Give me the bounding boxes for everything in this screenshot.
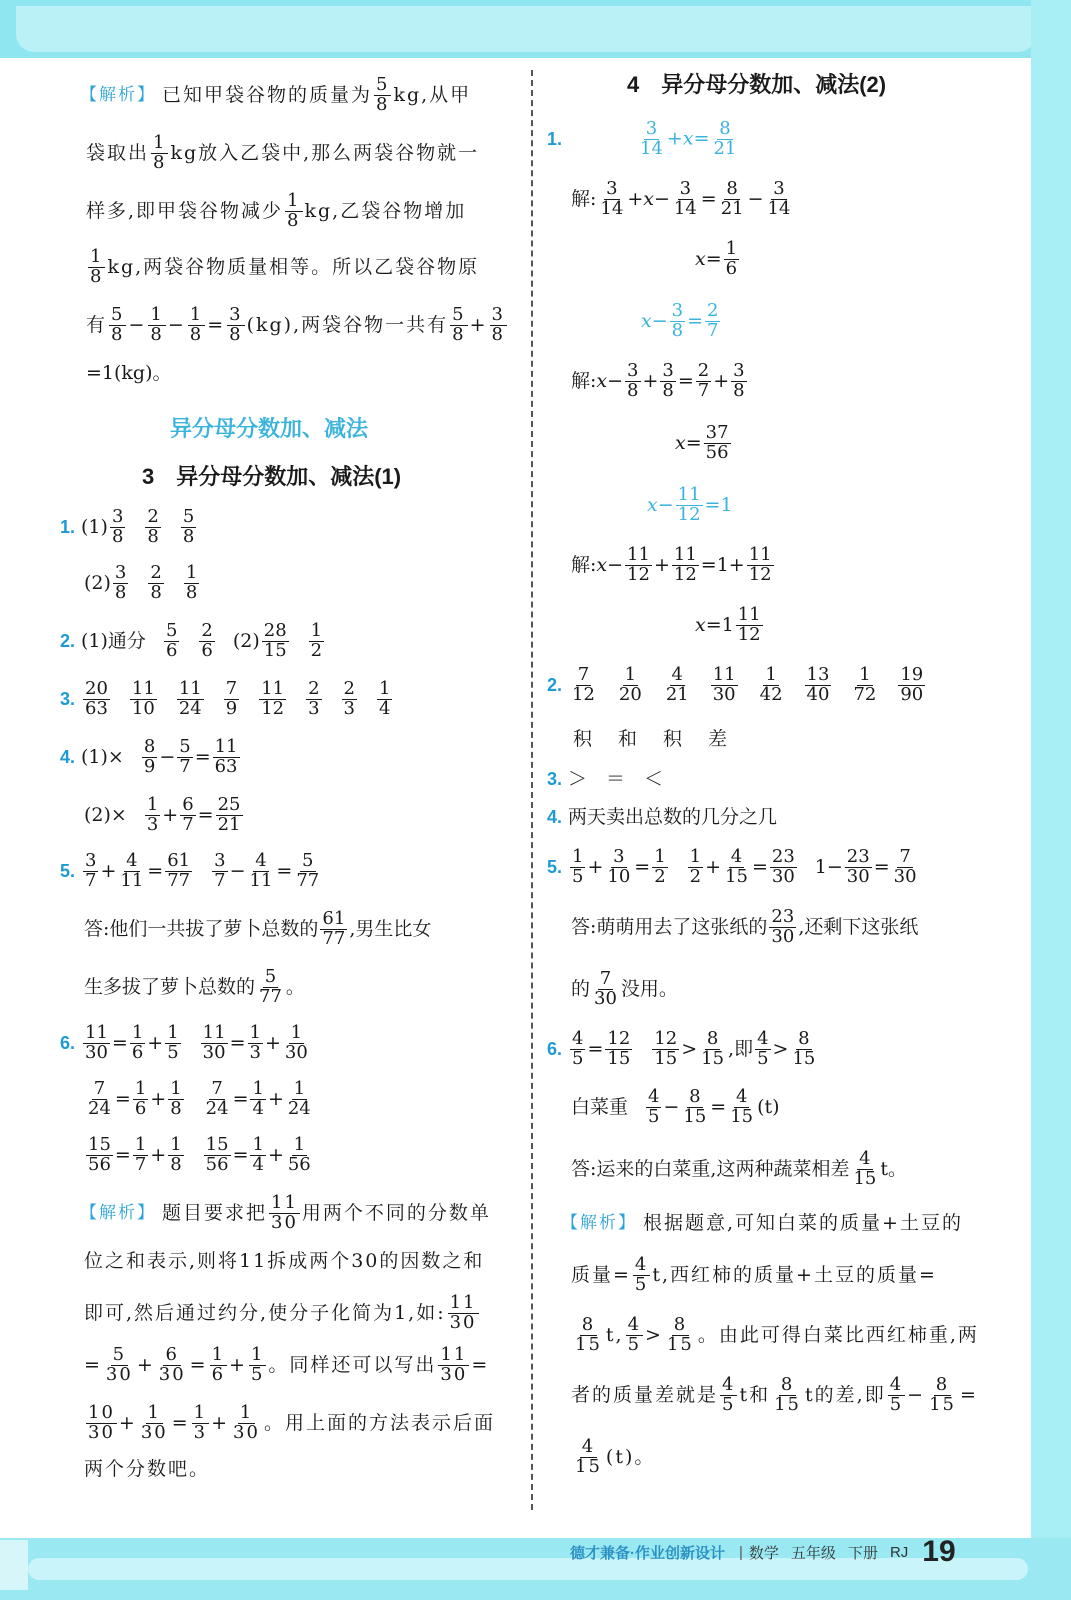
q5-answer-line1: 答:萌萌用去了这张纸的 $\frac{23}{30}$ ,还剩下这张纸 — [571, 906, 919, 947]
text: (kg),两袋谷物一共有 — [246, 313, 449, 336]
text: t。 — [880, 1157, 907, 1180]
fraction: $\frac{1}{8}$ — [153, 132, 167, 173]
analysis6-line4: = $\frac{5}{30}$ + $\frac{6}{30}$ = $\frac{1}{6}$ + $\frac{1}{5}$ 。同样还可以写出 $\frac{11}{30}$ = — [84, 1344, 490, 1385]
analysis1-line4 — [86, 248, 479, 287]
question-number: 2. — [547, 674, 563, 695]
text: kg放入乙袋中,那么两袋谷物就一 — [170, 141, 480, 164]
text: (t)。 — [605, 1445, 656, 1468]
analysis6-line5: $\frac{10}{30}$ + $\frac{1}{30}$ = $\frac{1}{3}$ + $\frac{1}{30}$ 。用上面的方法表示后面 — [88, 1402, 495, 1443]
analysis-tag: 【解析】 — [561, 1213, 637, 1233]
text: 的 — [571, 977, 591, 1000]
text: 答:运来的白菜重,这两种蔬菜相差 — [571, 1157, 850, 1180]
brand-name: 德才兼备·作业创新设计 — [570, 1544, 725, 1562]
analysis6-line1: 【解析】 题目要求把 $\frac{11}{30}$ 用两个不同的分数单 — [80, 1192, 491, 1233]
q1-eq2: x − $\frac{3}{8}$ = $\frac{2}{7}$ — [641, 300, 719, 341]
text: kg,两袋谷物质量相等。所以乙袋谷物原 — [107, 255, 480, 278]
analysis1-line2 — [86, 134, 479, 173]
text: 答:萌萌用去了这张纸的 — [571, 915, 768, 938]
page-footer — [570, 1535, 956, 1569]
subject: 数学 — [748, 1544, 779, 1562]
q1-b: (2) $\frac{3}{8}$ $\frac{2}{8}$ $\frac{1}{8}$ — [84, 562, 198, 603]
text: 两天卖出总数的几分之几 — [568, 806, 778, 828]
q1-a: 1. (1) $\frac{3}{8}$ $\frac{2}{8}$ $\frac{5}{8}$ — [60, 506, 195, 547]
analysis6-line5: $\frac{4}{15}$ (t)。 — [575, 1436, 656, 1477]
separator: | — [739, 1543, 743, 1561]
analysis1-line3 — [86, 192, 466, 231]
text: 。同样还可以写出 — [268, 1353, 437, 1376]
analysis1-line1 — [80, 76, 471, 115]
question-number: 4. — [60, 746, 76, 767]
text: 已知甲袋谷物的质量为 — [162, 83, 373, 106]
question-number: 5. — [60, 860, 76, 881]
text: 样多,即甲袋谷物减少 — [86, 199, 284, 222]
text: t, — [605, 1323, 624, 1346]
lesson-title: 4 异分母分数加、减法(2) — [627, 72, 887, 97]
text: 解: — [571, 369, 597, 392]
q2-words: 积 和 积 差 — [573, 728, 754, 750]
analysis-tag: 【解析】 — [80, 1203, 156, 1223]
text: t的差,即 — [805, 1383, 886, 1406]
text: 者的质量差就是 — [571, 1383, 719, 1406]
analysis6-line2: 位之和表示,则将11拆成两个30的因数之和 — [84, 1250, 485, 1272]
q4-b: (2)× $\frac{1}{3}$ + $\frac{6}{7}$ = $\frac{25}{21}$ — [84, 794, 241, 835]
top-border-inner — [16, 6, 1036, 52]
text: 解: — [571, 187, 597, 210]
text: 答:他们一共拔了萝卜总数的 — [84, 917, 319, 940]
q1-result1: x = $\frac{1}{6}$ — [695, 238, 738, 279]
text: t,西红柿的质量+土豆的质量= — [652, 1263, 937, 1286]
text: 。用上面的方法表示后面 — [263, 1411, 495, 1434]
analysis6-line3: 即可,然后通过约分,使分子化简为1,如: $\frac{11}{30}$ — [84, 1292, 477, 1333]
q1-solve3: 解: x − $\frac{11}{12}$ + $\frac{11}{12}$ =1+ $\frac{11}{12}$ — [571, 544, 772, 585]
q6-answer: 答:运来的白菜重,这两种蔬菜相差 $\frac{4}{15}$ t。 — [571, 1148, 907, 1189]
q2-fractions: 2. $\frac{7}{12}$ $\frac{1}{20}$ $\frac{4}{21}$ $\frac{11}{30}$ $\frac{1}{42}$ $\frac{13}{40}$ $\frac{1}{72}$ $\frac{19}{90}$ — [547, 664, 924, 705]
fraction: $\frac{5}{8}$ — [376, 74, 390, 115]
question-number: 6. — [60, 1032, 76, 1053]
q1-solve1: 解: $\frac{3}{14}$ + x − $\frac{3}{14}$ = $\frac{8}{21}$ − $\frac{3}{14}$ — [571, 178, 791, 219]
text: ,男生比女 — [349, 917, 432, 940]
q5-equations: 5. $\frac{3}{7}$ + $\frac{4}{11}$ = $\frac{61}{77}$ $\frac{3}{7}$ − $\frac{4}{11}$ = $\frac{5}{77}$ — [60, 850, 320, 891]
page-number: 19 — [922, 1535, 956, 1568]
column-divider — [531, 70, 533, 1510]
q1-solve2: 解: x − $\frac{3}{8}$ + $\frac{3}{8}$ = $\frac{2}{7}$ + $\frac{3}{8}$ — [571, 360, 745, 401]
text: ,即 — [728, 1037, 754, 1060]
edition: RJ — [889, 1543, 909, 1561]
text: 题目要求把 — [162, 1201, 268, 1224]
text: 袋取出 — [86, 141, 150, 164]
text: 白菜重 — [571, 1095, 629, 1118]
lesson-title: 3 异分母分数加、减法(1) — [142, 464, 402, 489]
text: 生多拔了萝卜总数的 — [84, 975, 256, 998]
question-number: 1. — [60, 516, 76, 537]
right-border — [1031, 0, 1071, 1600]
text: 用两个不同的分数单 — [301, 1201, 491, 1224]
q1-result3: x =1 $\frac{11}{12}$ — [695, 604, 761, 645]
q6-compare: 6. $\frac{4}{5}$ = $\frac{12}{15}$ $\frac{12}{15}$ > $\frac{8}{15}$ ,即 $\frac{4}{5}$ > $\frac{8}{15}$ — [547, 1028, 816, 1069]
text: 。 — [285, 975, 305, 998]
text: 即可,然后通过约分,使分子化简为1,如: — [84, 1301, 446, 1324]
q2: 2. (1)通分 $\frac{5}{6}$ $\frac{2}{6}$ (2) $\frac{28}{15}$ $\frac{1}{2}$ — [60, 620, 323, 661]
text: (t) — [757, 1095, 780, 1118]
question-number: 1. — [547, 128, 563, 149]
q5-equations: 5. $\frac{1}{5}$ + $\frac{3}{10}$ = $\frac{1}{2}$ $\frac{1}{2}$ + $\frac{4}{15}$ = $\frac{23}{30}$ 1− $\frac{23}{30}$ = $\frac{7}{30}$ — [547, 846, 917, 887]
text: (2) — [232, 629, 260, 652]
fraction: $\frac{1}{8}$ — [90, 246, 104, 287]
q6-line1: 6. $\frac{11}{30}$ = $\frac{1}{6}$ + $\frac{1}{5}$ $\frac{11}{30}$ = $\frac{1}{3}$ + $\frac{1}{30}$ — [60, 1022, 308, 1063]
text: 根据题意,可知白菜的质量+土豆的 — [643, 1212, 963, 1234]
q1-result2: x = $\frac{37}{56}$ — [675, 422, 729, 463]
q6-line3: $\frac{15}{56}$ = $\frac{1}{7}$ + $\frac{1}{8}$ $\frac{15}{56}$ = $\frac{1}{4}$ + $\frac{1}{56}$ — [88, 1134, 311, 1175]
text: ,还剩下这张纸 — [798, 915, 919, 938]
q6-line2: $\frac{7}{24}$ = $\frac{1}{6}$ + $\frac{1}{8}$ $\frac{7}{24}$ = $\frac{1}{4}$ + $\frac{1}{24}$ — [88, 1078, 311, 1119]
text: (2) — [84, 571, 111, 594]
text: (1)通分 — [81, 629, 146, 652]
question-number: 6. — [547, 1038, 563, 1059]
q3: 3. $\frac{20}{63}$ $\frac{11}{10}$ $\frac{11}{24}$ $\frac{7}{9}$ $\frac{11}{12}$ $\frac{2}{3}$ $\frac{2}{3}$ $\frac{1}{4}$ — [60, 678, 391, 719]
text: 没用。 — [620, 977, 678, 1000]
text: 。由此可得白菜比西红柿重,两 — [697, 1323, 979, 1346]
question-number: 2. — [60, 630, 76, 651]
q5-answer-line2: 的 $\frac{7}{30}$ 没用。 — [571, 968, 678, 1009]
text: kg,从甲 — [393, 83, 472, 106]
volume: 下册 — [847, 1544, 878, 1562]
grade: 五年级 — [790, 1544, 836, 1562]
q5-answer-line2: 生多拔了萝卜总数的 $\frac{5}{77}$ 。 — [84, 966, 305, 1007]
text: (2)× — [84, 803, 127, 826]
text: t和 — [739, 1383, 771, 1406]
fraction: $\frac{1}{8}$ — [287, 190, 301, 231]
question-number: 5. — [547, 856, 563, 877]
q4-a: 4. (1)× $\frac{8}{9}$ − $\frac{5}{7}$ = $\frac{11}{63}$ — [60, 736, 238, 777]
left-corner-mark — [0, 1540, 28, 1590]
text: ＞ ＝ ＜ — [568, 768, 664, 790]
analysis6-line3: $\frac{8}{15}$ t, $\frac{4}{5}$ > $\frac{8}{15}$ 。由此可得白菜比西红柿重,两 — [575, 1314, 979, 1355]
text: 有 — [86, 313, 108, 336]
q1-eq3: x − $\frac{11}{12}$ =1 — [647, 484, 733, 525]
q1-eq1: 1. $\frac{3}{14}$ +x= $\frac{8}{21}$ — [547, 118, 737, 159]
analysis-tag: 【解析】 — [80, 85, 156, 105]
q4 — [547, 806, 777, 829]
analysis1-line5: 有 $\frac{5}{8}$ − $\frac{1}{8}$ − $\frac{1}{8}$ = $\frac{3}{8}$ (kg),两袋谷物一共有 $\frac{5}{8}$ + $\frac{3}{8}$ — [86, 304, 505, 345]
text: (1)× — [81, 745, 124, 768]
analysis6-line1 — [561, 1212, 963, 1235]
analysis6-line2: 质量= $\frac{4}{5}$ t,西红柿的质量+土豆的质量= — [571, 1254, 937, 1295]
question-number: 3. — [60, 688, 76, 709]
analysis6-line4: 者的质量差就是 $\frac{4}{5}$ t和 $\frac{8}{15}$ t的差,即 $\frac{4}{5}$ − $\frac{8}{15}$ = — [571, 1374, 978, 1415]
text: 解: — [571, 553, 597, 576]
text: kg,乙袋谷物增加 — [304, 199, 467, 222]
text: (1) — [81, 515, 108, 538]
question-number: 3. — [547, 768, 563, 789]
q5-answer-line1: 答:他们一共拔了萝卜总数的 $\frac{61}{77}$ ,男生比女 — [84, 908, 432, 949]
q3 — [547, 768, 663, 791]
analysis6-line6: 两个分数吧。 — [84, 1458, 211, 1480]
analysis1-line6: =1(kg)。 — [86, 362, 172, 384]
text: 质量= — [571, 1263, 631, 1286]
q6-diff: 白菜重 $\frac{4}{5}$ − $\frac{8}{15}$ = $\frac{4}{15}$ (t) — [571, 1086, 780, 1127]
top-border — [0, 0, 1071, 58]
question-number: 4. — [547, 806, 563, 827]
unit-title: 异分母分数加、减法 — [170, 416, 369, 441]
